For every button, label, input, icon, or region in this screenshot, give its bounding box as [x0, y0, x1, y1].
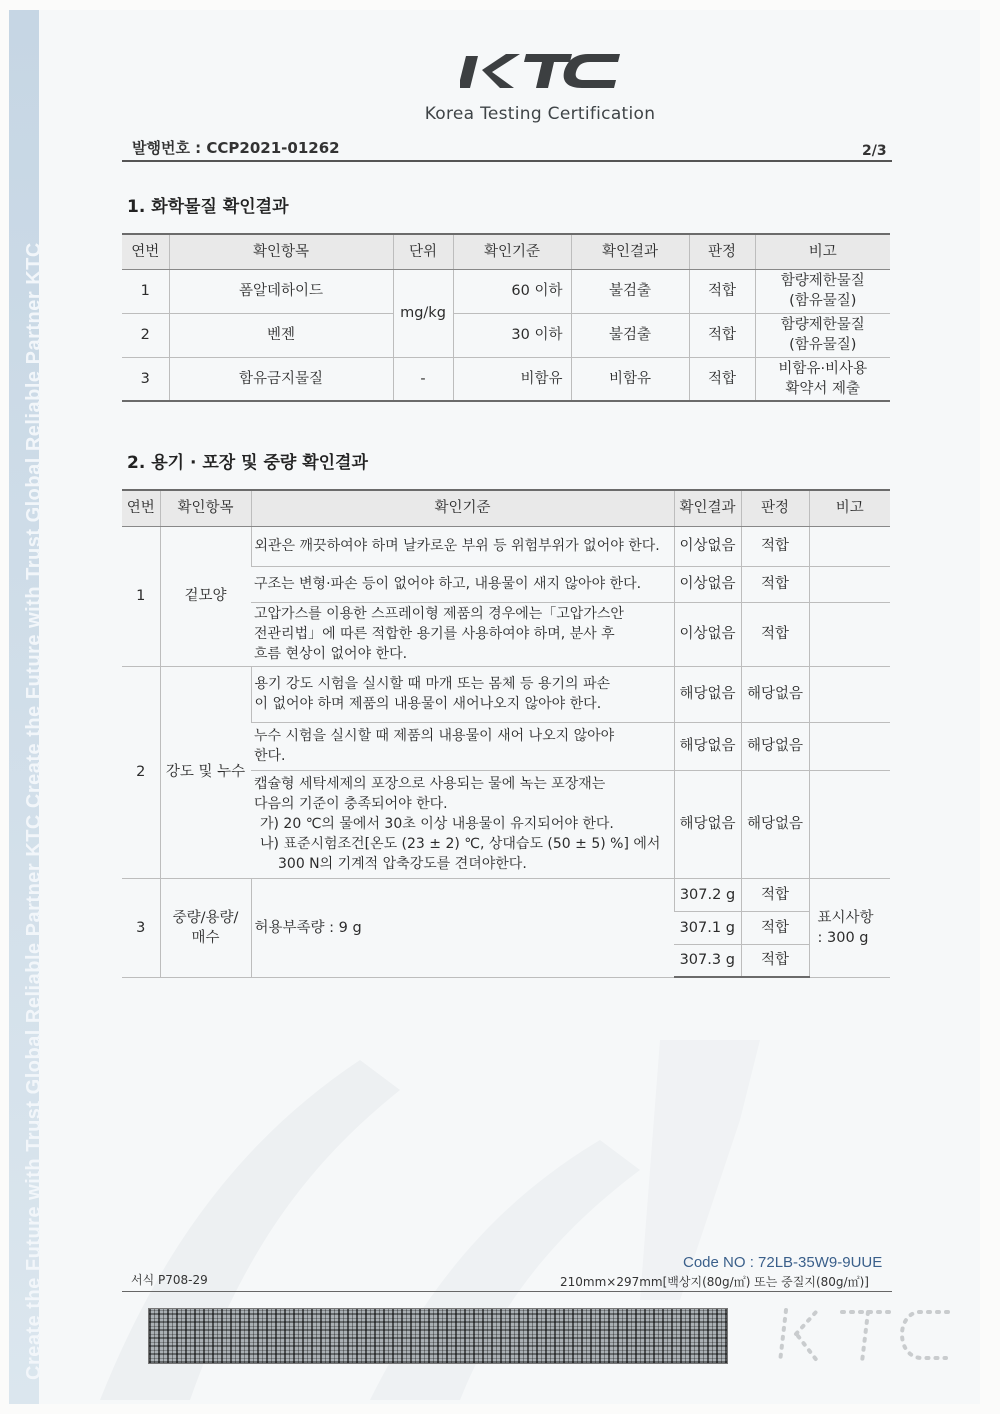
result-cell: 불검출: [571, 269, 689, 313]
verdict-cell: 적합: [741, 566, 809, 602]
unit-cell: -: [393, 357, 453, 401]
issue-number: 발행번호 : CCP2021-01262: [132, 139, 340, 157]
criterion-line: 구조는 변형·파손 등이 없어야 하고, 내용물이 새지 않아야 한다.: [254, 576, 642, 592]
result-cell: 해당없음: [674, 666, 741, 722]
result-cell: 이상없음: [674, 602, 741, 666]
section1-title: 1. 화학물질 확인결과: [127, 197, 289, 217]
verdict-cell: 적합: [689, 357, 755, 401]
row-number: 1: [122, 269, 169, 313]
criterion-line: 나) 표준시험조건[온도 (23 ± 2) ℃, 상대습도 (50 ± 5) %] 에서: [260, 836, 661, 852]
result-cell: 이상없음: [674, 526, 741, 566]
criterion-cell: [251, 526, 674, 566]
note-line: 함량제한물질: [780, 273, 865, 289]
verdict-cell: 해당없음: [741, 770, 809, 878]
criterion-cell: [251, 566, 674, 602]
note-cell: [809, 526, 890, 566]
note-line: (함유물질): [789, 293, 857, 309]
sidebar-slogan: Create the Future with Trust Global Reliable Partner KTC Create the Future with Trust Global Reliable Partner KTC: [23, 242, 45, 1380]
criterion-cell: 허용부족량 : 9 g: [251, 878, 674, 977]
code-number: Code NO : 72LB-35W9-9UUE: [683, 1254, 883, 1271]
ktc-logo: [460, 48, 626, 96]
table-row: [122, 666, 890, 722]
criterion-line: 캡슐형 세탁세제의 포장으로 사용되는 물에 녹는 포장재는: [254, 776, 606, 792]
note-cell: [809, 722, 890, 770]
col-header-unit: 단위: [393, 234, 453, 269]
verdict-cell: 적합: [689, 313, 755, 357]
item-name: 함유금지물질: [169, 357, 393, 401]
verdict-cell: 적합: [689, 269, 755, 313]
result-cell: 해당없음: [674, 722, 741, 770]
note-cell: [809, 566, 890, 602]
note-line: 비함유·비사용: [778, 360, 868, 377]
criterion-cell: [251, 770, 674, 878]
container-results-table: [122, 489, 890, 978]
verification-barcode: [148, 1308, 728, 1364]
note-line: 확약서 제출: [785, 380, 861, 397]
note-cell: [809, 602, 890, 666]
unit-cell: mg/kg: [393, 269, 453, 357]
result-cell: 해당없음: [674, 770, 741, 878]
page-number: 2/3: [862, 143, 887, 159]
criterion-line: 누수 시험을 실시할 때 제품의 내용물이 새어 나오지 않아야: [254, 728, 615, 744]
result-cell: 이상없음: [674, 566, 741, 602]
logo-subtitle: Korea Testing Certification: [424, 104, 656, 124]
note-line: : 300 g: [817, 929, 869, 946]
note-cell: [755, 357, 890, 401]
criterion-line: 한다.: [254, 748, 286, 764]
result-cell: 307.3 g: [674, 944, 741, 977]
note-line: 표시사항: [817, 909, 874, 926]
criterion-cell: 30 이하: [453, 313, 571, 357]
footer-rule: [122, 1291, 892, 1292]
criterion-line: 고압가스를 이용한 스프레이형 제품의 경우에는「고압가스안: [254, 606, 624, 622]
item-name: [160, 878, 251, 977]
col-header-result: 확인결과: [571, 234, 689, 269]
col-header-no: 연번: [122, 490, 160, 526]
row-number: 3: [122, 357, 169, 401]
col-header-criterion: 확인기준: [453, 234, 571, 269]
col-header-criterion: 확인기준: [251, 490, 674, 526]
criterion-cell: [251, 722, 674, 770]
col-header-verdict: 판정: [689, 234, 755, 269]
criterion-cell: 60 이하: [453, 269, 571, 313]
verdict-cell: 적합: [741, 911, 809, 944]
row-number: 2: [122, 666, 160, 878]
item-line: 중량/용량/: [172, 909, 239, 926]
ktc-dot-logo: [772, 1304, 952, 1368]
col-header-verdict: 판정: [741, 490, 809, 526]
item-line: 매수: [191, 929, 220, 946]
criterion-line: 이 없어야 하며 제품의 내용물이 새어나오지 않아야 한다.: [254, 696, 602, 712]
section2-title: 2. 용기 · 포장 및 중량 확인결과: [127, 453, 368, 473]
row-number: 1: [122, 526, 160, 666]
table-row: [122, 269, 890, 313]
table-row: [122, 357, 890, 401]
result-cell: 불검출: [571, 313, 689, 357]
criterion-line: 가) 20 ℃의 물에서 30초 이상 내용물이 유지되어야 한다.: [260, 816, 614, 832]
item-name: 강도 및 누수: [160, 666, 251, 878]
result-cell: 307.2 g: [674, 878, 741, 911]
note-cell: [809, 666, 890, 722]
criterion-line: 300 N의 기계적 압축강도를 견뎌야한다.: [278, 856, 527, 872]
chemical-results-table: [122, 233, 890, 402]
result-cell: 307.1 g: [674, 911, 741, 944]
header-rule: [122, 160, 892, 162]
note-line: (함유물질): [789, 337, 857, 353]
col-header-note: 비고: [809, 490, 890, 526]
row-number: 2: [122, 313, 169, 357]
table-row: [122, 878, 890, 911]
note-cell: [755, 313, 890, 357]
col-header-no: 연번: [122, 234, 169, 269]
paper-spec: 210mm×297mm[백상지(80g/㎡) 또는 중질지(80g/㎡)]: [560, 1275, 869, 1289]
criterion-line: 외관은 깨끗하여야 하며 날카로운 부위 등 위험부위가 없어야 한다.: [254, 538, 660, 554]
item-name: 겉모양: [160, 526, 251, 666]
note-cell: [809, 770, 890, 878]
verdict-cell: 해당없음: [741, 722, 809, 770]
note-line: 함량제한물질: [780, 317, 865, 333]
item-name: 벤젠: [169, 313, 393, 357]
item-name: 폼알데하이드: [169, 269, 393, 313]
criterion-cell: 비함유: [453, 357, 571, 401]
verdict-cell: 적합: [741, 602, 809, 666]
row-number: 3: [122, 878, 160, 977]
col-header-item: 확인항목: [160, 490, 251, 526]
col-header-result: 확인결과: [674, 490, 741, 526]
result-cell: 비함유: [571, 357, 689, 401]
criterion-line: 흐름 현상이 없어야 한다.: [254, 646, 408, 662]
verdict-cell: 적합: [741, 878, 809, 911]
criterion-line: 전관리법」에 따른 적합한 용기를 사용하여야 하며, 분사 후: [254, 626, 615, 642]
table-row: [122, 313, 890, 357]
criterion-line: 용기 강도 시험을 실시할 때 마개 또는 몸체 등 용기의 파손: [254, 676, 611, 692]
col-header-item: 확인항목: [169, 234, 393, 269]
verdict-cell: 적합: [741, 944, 809, 977]
verdict-cell: 해당없음: [741, 666, 809, 722]
form-number: 서식 P708-29: [131, 1273, 208, 1287]
col-header-note: 비고: [755, 234, 890, 269]
note-cell: [755, 269, 890, 313]
note-cell: [809, 878, 890, 977]
table-row: [122, 526, 890, 566]
verdict-cell: 적합: [741, 526, 809, 566]
criterion-cell: [251, 602, 674, 666]
criterion-line: 다음의 기준이 충족되어야 한다.: [254, 796, 448, 812]
criterion-cell: [251, 666, 674, 722]
